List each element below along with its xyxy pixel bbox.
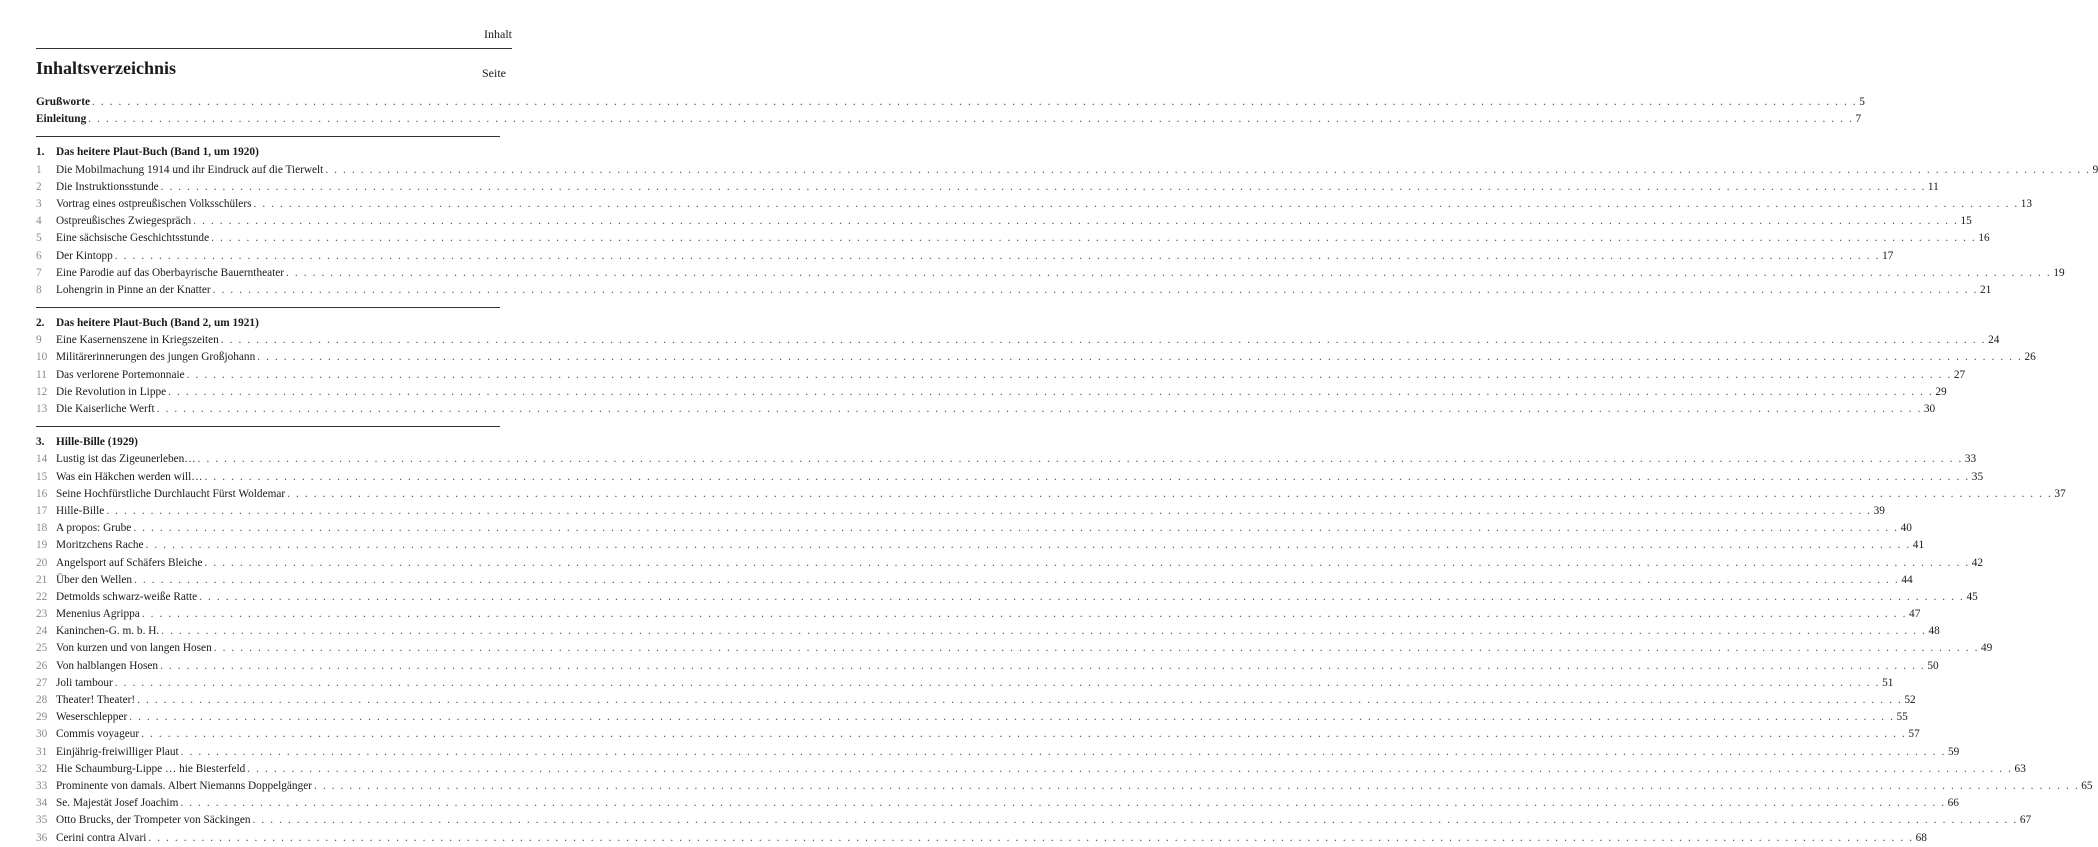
entry-number: 9	[36, 334, 42, 347]
dot-leader: . . . . . . . . . . . . . . . . . . . . . . . . . . . . . . . . . . . . . . . . . . . . . . . . . . . . . . . . . . . . . . . . . . . . . . . . . . . . . . . . . . . . . . . . . . . . . . . . . . . . . . . . . . . . . . . . . . . . . . . . . . . . . . . . . . . . . . . . . . . . . . . . . . . . . . . . . . . . . . . . . . . . . . . . . . . . . . . . . . . . . . . . . . . . . . . . . . . . . . . .	[325, 163, 2091, 176]
section-title: Das heitere Plaut-Buch (Band 2, um 1921)	[56, 317, 259, 330]
entry-page-number: 40	[1900, 522, 1912, 535]
toc-entry	[36, 451, 1977, 468]
entry-title: Was ein Häkchen werden will…	[56, 470, 203, 483]
entry-title: Joli tambour	[56, 676, 113, 689]
entry-page-number: 27	[1953, 368, 1966, 381]
dot-leader: . . . . . . . . . . . . . . . . . . . . . . . . . . . . . . . . . . . . . . . . . . . . . . . . . . . . . . . . . . . . . . . . . . . . . . . . . . . . . . . . . . . . . . . . . . . . . . . . . . . . . . . . . . . . . . . . . . . . . . . . . . . . . . . . . . . . . . . . . . . . . . . . . . . . . . . . . . . . . . . . . . . . . . . . . . . . . . . . . . . . . . . . . . . . . . . . . . . . . . . .	[199, 590, 1965, 603]
toc-entry	[36, 658, 1939, 675]
toc-entry	[36, 384, 1947, 401]
entry-number: 14	[36, 453, 48, 466]
dot-leader: . . . . . . . . . . . . . . . . . . . . . . . . . . . . . . . . . . . . . . . . . . . . . . . . . . . . . . . . . . . . . . . . . . . . . . . . . . . . . . . . . . . . . . . . . . . . . . . . . . . . . . . . . . . . . . . . . . . . . . . . . . . . . . . . . . . . . . . . . . . . . . . . . . . . . . . . . . . . . . . . . . . . . . . . . . . . . . . . . . . . . . . . . . . . . . . . . . . . . . . .	[134, 573, 1900, 586]
dot-leader: . . . . . . . . . . . . . . . . . . . . . . . . . . . . . . . . . . . . . . . . . . . . . . . . . . . . . . . . . . . . . . . . . . . . . . . . . . . . . . . . . . . . . . . . . . . . . . . . . . . . . . . . . . . . . . . . . . . . . . . . . . . . . . . . . . . . . . . . . . . . . . . . . . . . . . . . . . . . . . . . . . . . . . . . . . . . . . . . . . . . . . . . . . . . . . . . . . . . . . . .	[180, 745, 1946, 758]
section-number: 1.	[36, 146, 45, 159]
entry-title: Die Instruktionsstunde	[56, 180, 159, 193]
entry-number: 26	[36, 659, 48, 672]
dot-leader: . . . . . . . . . . . . . . . . . . . . . . . . . . . . . . . . . . . . . . . . . . . . . . . . . . . . . . . . . . . . . . . . . . . . . . . . . . . . . . . . . . . . . . . . . . . . . . . . . . . . . . . . . . . . . . . . . . . . . . . . . . . . . . . . . . . . . . . . . . . . . . . . . . . . . . . . . . . . . . . . . . . . . . . . . . . . . . . . . . . . . . . . . . . . . . . . . . . . . . . .	[186, 368, 1952, 381]
entry-number: 6	[36, 249, 42, 262]
entry-page-number: 51	[1882, 676, 1894, 689]
dot-leader: . . . . . . . . . . . . . . . . . . . . . . . . . . . . . . . . . . . . . . . . . . . . . . . . . . . . . . . . . . . . . . . . . . . . . . . . . . . . . . . . . . . . . . . . . . . . . . . . . . . . . . . . . . . . . . . . . . . . . . . . . . . . . . . . . . . . . . . . . . . . . . . . . . . . . . . . . . . . . . . . . . . . . . . . . . . . . . . . . . . . . . . . . . . . . . . . . . . . . . . .	[180, 797, 1946, 810]
toc-entry	[36, 606, 1921, 623]
entry-title: Eine Kasernenszene in Kriegszeiten	[56, 334, 219, 347]
entry-title: Angelsport auf Schäfers Bleiche	[56, 556, 203, 569]
header-rule	[36, 48, 512, 49]
toc-entry	[36, 196, 2033, 213]
entry-number: 10	[36, 351, 48, 364]
entry-title: Hie Schaumburg-Lippe … hie Biesterfeld	[56, 762, 246, 775]
dot-leader: . . . . . . . . . . . . . . . . . . . . . . . . . . . . . . . . . . . . . . . . . . . . . . . . . . . . . . . . . . . . . . . . . . . . . . . . . . . . . . . . . . . . . . . . . . . . . . . . . . . . . . . . . . . . . . . . . . . . . . . . . . . . . . . . . . . . . . . . . . . . . . . . . . . . . . . . . . . . . . . . . . . . . . . . . . . . . . . . . . . . . . . . . . . . . . . . . . . . . . . .	[213, 642, 1979, 655]
entry-title: Einjährig-freiwilliger Plaut	[56, 745, 179, 758]
entry-page-number: 21	[1979, 283, 1992, 296]
toc-entry	[36, 349, 2036, 366]
entry-title: Das verlorene Portemonnaie	[56, 368, 185, 381]
entry-number: 23	[36, 608, 48, 621]
entry-title: Moritzchens Rache	[56, 539, 144, 552]
toc-entry	[36, 282, 1992, 299]
entry-title: Ostpreußisches Zwiegespräch	[56, 215, 192, 228]
entry-page-number: 16	[1978, 232, 1990, 245]
entry-number: 27	[36, 676, 48, 689]
entry-title: Von halblangen Hosen	[56, 659, 159, 672]
dot-leader: . . . . . . . . . . . . . . . . . . . . . . . . . . . . . . . . . . . . . . . . . . . . . . . . . . . . . . . . . . . . . . . . . . . . . . . . . . . . . . . . . . . . . . . . . . . . . . . . . . . . . . . . . . . . . . . . . . . . . . . . . . . . . . . . . . . . . . . . . . . . . . . . . . . . . . . . . . . . . . . . . . . . . . . . . . . . . . . . . . . . . . . . . . . . . . . . . . . . . . . .	[287, 487, 2053, 500]
entry-page-number: 55	[1896, 711, 1908, 724]
toc-entry	[36, 778, 2093, 795]
entry-title: Lustig ist das Zigeunerleben…	[56, 453, 196, 466]
dot-leader: . . . . . . . . . . . . . . . . . . . . . . . . . . . . . . . . . . . . . . . . . . . . . . . . . . . . . . . . . . . . . . . . . . . . . . . . . . . . . . . . . . . . . . . . . . . . . . . . . . . . . . . . . . . . . . . . . . . . . . . . . . . . . . . . . . . . . . . . . . . . . . . . . . . . . . . . . . . . . . . . . . . . . . . . . . . . . . . . . . . . . . . . . . . . . . . . . . . . . . . .	[204, 556, 1970, 569]
entry-page-number: 30	[1923, 403, 1936, 415]
toc-entry	[36, 486, 2066, 503]
entry-title: Vortrag eines ostpreußischen Volksschülers	[56, 197, 252, 210]
toc-entry	[36, 248, 1894, 265]
entry-number: 5	[36, 232, 42, 245]
dot-leader: . . . . . . . . . . . . . . . . . . . . . . . . . . . . . . . . . . . . . . . . . . . . . . . . . . . . . . . . . . . . . . . . . . . . . . . . . . . . . . . . . . . . . . . . . . . . . . . . . . . . . . . . . . . . . . . . . . . . . . . . . . . . . . . . . . . . . . . . . . . . . . . . . . . . . . . . . . . . . . . . . . . . . . . . . . . . . . . . . . . . . . . . . . . . . . . . . . . . . . . .	[114, 249, 1881, 262]
running-head: Inhalt	[484, 27, 512, 41]
entry-page-number: 68	[1915, 831, 1927, 844]
entry-page-number: 35	[1971, 470, 1984, 483]
dot-leader: . . . . . . . . . . . . . . . . . . . . . . . . . . . . . . . . . . . . . . . . . . . . . . . . . . . . . . . . . . . . . . . . . . . . . . . . . . . . . . . . . . . . . . . . . . . . . . . . . . . . . . . . . . . . . . . . . . . . . . . . . . . . . . . . . . . . . . . . . . . . . . . . . . . . . . . . . . . . . . . . . . . . . . . . . . . . . . . . . . . . . . . . . . . . . . . . . . . . . . . .	[257, 351, 2023, 364]
section-title: Das heitere Plaut-Buch (Band 1, um 1920)	[56, 146, 259, 159]
entry-page-number: 17	[1882, 249, 1894, 262]
toc-entry	[36, 162, 2098, 179]
entry-title: Militärerinnerungen des jungen Großjohann	[56, 351, 256, 364]
entry-number: 16	[36, 487, 48, 500]
entry-page-number: 52	[1904, 694, 1916, 706]
section-heading	[36, 315, 500, 332]
toc-entry	[36, 744, 1960, 761]
entry-page-number: 67	[2019, 814, 2032, 827]
section-heading	[36, 144, 500, 161]
table-of-contents	[36, 94, 2098, 847]
entry-title: Von kurzen und von langen Hosen	[56, 642, 212, 655]
dot-leader: . . . . . . . . . . . . . . . . . . . . . . . . . . . . . . . . . . . . . . . . . . . . . . . . . . . . . . . . . . . . . . . . . . . . . . . . . . . . . . . . . . . . . . . . . . . . . . . . . . . . . . . . . . . . . . . . . . . . . . . . . . . . . . . . . . . . . . . . . . . . . . . . . . . . . . . . . . . . . . . . . . . . . . . . . . . . . . . . . . . . . . . . . . . . . . . . . . . . . . . .	[148, 831, 1914, 844]
entry-number: 7	[36, 266, 42, 279]
toc-entry	[36, 503, 1885, 520]
entry-number: 29	[36, 711, 48, 724]
dot-leader: . . . . . . . . . . . . . . . . . . . . . . . . . . . . . . . . . . . . . . . . . . . . . . . . . . . . . . . . . . . . . . . . . . . . . . . . . . . . . . . . . . . . . . . . . . . . . . . . . . . . . . . . . . . . . . . . . . . . . . . . . . . . . . . . . . . . . . . . . . . . . . . . . . . . . . . . . . . . . . . . . . . . . . . . . . . . . . . . . . . . . . . . . . . . . . . . . . . . . . . .	[204, 470, 1970, 483]
dot-leader: . . . . . . . . . . . . . . . . . . . . . . . . . . . . . . . . . . . . . . . . . . . . . . . . . . . . . . . . . . . . . . . . . . . . . . . . . . . . . . . . . . . . . . . . . . . . . . . . . . . . . . . . . . . . . . . . . . . . . . . . . . . . . . . . . . . . . . . . . . . . . . . . . . . . . . . . . . . . . . . . . . . . . . . . . . . . . . . . . . . . . . . . . . . . . . . . . . . . . . . .	[156, 403, 1922, 415]
toc-entry	[36, 761, 2026, 778]
dot-leader: . . . . . . . . . . . . . . . . . . . . . . . . . . . . . . . . . . . . . . . . . . . . . . . . . . . . . . . . . . . . . . . . . . . . . . . . . . . . . . . . . . . . . . . . . . . . . . . . . . . . . . . . . . . . . . . . . . . . . . . . . . . . . . . . . . . . . . . . . . . . . . . . . . . . . . . . . . . . . . . . . . . . . . . . . . . . . . . . . . . . . . . . . . . . . . . . . . . . . . . .	[286, 266, 2052, 279]
entry-page-number: 57	[1908, 728, 1920, 741]
entry-page-number: 50	[1927, 659, 1939, 672]
entry-number: 13	[36, 403, 48, 415]
entry-number: 18	[36, 522, 48, 535]
toc-entry	[36, 589, 1978, 606]
dot-leader: . . . . . . . . . . . . . . . . . . . . . . . . . . . . . . . . . . . . . . . . . . . . . . . . . . . . . . . . . . . . . . . . . . . . . . . . . . . . . . . . . . . . . . . . . . . . . . . . . . . . . . . . . . . . . . . . . . . . . . . . . . . . . . . . . . . . . . . . . . . . . . . . . . . . . . . . . . . . . . . . . . . . . . . . . . . . . . . . . . . . . . . . . . . . . . . . . . . . . . . .	[247, 762, 2013, 775]
entry-page-number: 13	[2020, 197, 2033, 210]
toc-entry	[36, 795, 1959, 812]
entry-page-number: 7	[1855, 113, 1862, 126]
dot-leader: . . . . . . . . . . . . . . . . . . . . . . . . . . . . . . . . . . . . . . . . . . . . . . . . . . . . . . . . . . . . . . . . . . . . . . . . . . . . . . . . . . . . . . . . . . . . . . . . . . . . . . . . . . . . . . . . . . . . . . . . . . . . . . . . . . . . . . . . . . . . . . . . . . . . . . . . . . . . . . . . . . . . . . . . . . . . . . . . . . . . . . . . . . . . . . . . . . . . . . . .	[252, 814, 2018, 827]
entry-page-number: 37	[2054, 487, 2066, 500]
toc-entry	[36, 623, 1940, 640]
entry-page-number: 24	[1988, 334, 2000, 347]
entry-number: 11	[36, 368, 47, 381]
entry-number: 8	[36, 283, 42, 296]
entry-number: 21	[36, 573, 48, 586]
toc-entry	[36, 572, 1913, 589]
toc-entry	[36, 692, 1916, 709]
toc-entry	[36, 555, 1984, 572]
entry-page-number: 44	[1901, 573, 1913, 586]
section-heading	[36, 434, 500, 451]
section-title: Hille-Bille (1929)	[56, 436, 138, 449]
entry-title: Weserschlepper	[56, 711, 128, 724]
toc-title: Inhaltsverzeichnis	[36, 58, 177, 78]
entry-title: Hille-Bille	[56, 504, 105, 517]
dot-leader: . . . . . . . . . . . . . . . . . . . . . . . . . . . . . . . . . . . . . . . . . . . . . . . . . . . . . . . . . . . . . . . . . . . . . . . . . . . . . . . . . . . . . . . . . . . . . . . . . . . . . . . . . . . . . . . . . . . . . . . . . . . . . . . . . . . . . . . . . . . . . . . . . . . . . . . . . . . . . . . . . . . . . . . . . . . . . . . . . . . . . . . . . . . . . . . . . . . . . . . .	[141, 728, 1907, 741]
entry-number: 15	[36, 470, 48, 483]
entry-number: 2	[36, 180, 42, 193]
entry-title: Se. Majestät Josef Joachim	[56, 797, 179, 810]
entry-number: 24	[36, 625, 48, 638]
toc-entry	[36, 179, 1939, 196]
dot-leader: . . . . . . . . . . . . . . . . . . . . . . . . . . . . . . . . . . . . . . . . . . . . . . . . . . . . . . . . . . . . . . . . . . . . . . . . . . . . . . . . . . . . . . . . . . . . . . . . . . . . . . . . . . . . . . . . . . . . . . . . . . . . . . . . . . . . . . . . . . . . . . . . . . . . . . . . . . . . . . . . . . . . . . . . . . . . . . . . . . . . . . . . . . . . . . . . . . . . . . . .	[114, 676, 1881, 689]
toc-entry	[36, 469, 1984, 486]
toc-entry	[36, 537, 1925, 554]
entry-page-number: 63	[2014, 762, 2026, 775]
entry-page-number: 33	[1964, 453, 1977, 466]
entry-title: Detmolds schwarz-weiße Ratte	[56, 590, 198, 603]
dot-leader: . . . . . . . . . . . . . . . . . . . . . . . . . . . . . . . . . . . . . . . . . . . . . . . . . . . . . . . . . . . . . . . . . . . . . . . . . . . . . . . . . . . . . . . . . . . . . . . . . . . . . . . . . . . . . . . . . . . . . . . . . . . . . . . . . . . . . . . . . . . . . . . . . . . . . . . . . . . . . . . . . . . . . . . . . . . . . . . . . . . . . . . . . . . . . . . . . . . . . . . .	[106, 504, 1872, 517]
dot-leader: . . . . . . . . . . . . . . . . . . . . . . . . . . . . . . . . . . . . . . . . . . . . . . . . . . . . . . . . . . . . . . . . . . . . . . . . . . . . . . . . . . . . . . . . . . . . . . . . . . . . . . . . . . . . . . . . . . . . . . . . . . . . . . . . . . . . . . . . . . . . . . . . . . . . . . . . . . . . . . . . . . . . . . . . . . . . . . . . . . . . . . . . . . . . . . . . . . . . . . . .	[160, 659, 1926, 672]
entry-page-number: 5	[1859, 96, 1865, 108]
toc-entry	[36, 230, 1990, 247]
entry-number: 12	[36, 385, 48, 398]
entry-title: Die Revolution in Lippe	[56, 385, 167, 398]
entry-page-number: 59	[1947, 745, 1960, 758]
entry-page-number: 29	[1935, 385, 1947, 398]
entry-page-number: 47	[1909, 608, 1921, 621]
entry-number: 1	[36, 163, 42, 176]
toc-entry	[36, 726, 1920, 743]
toc-entry	[36, 265, 2065, 282]
entry-title: A propos: Grube	[56, 522, 132, 535]
toc-front-entry	[36, 111, 1862, 128]
entry-page-number: 65	[2081, 779, 2093, 792]
dot-leader: . . . . . . . . . . . . . . . . . . . . . . . . . . . . . . . . . . . . . . . . . . . . . . . . . . . . . . . . . . . . . . . . . . . . . . . . . . . . . . . . . . . . . . . . . . . . . . . . . . . . . . . . . . . . . . . . . . . . . . . . . . . . . . . . . . . . . . . . . . . . . . . . . . . . . . . . . . . . . . . . . . . . . . . . . . . . . . . . . . . . . . . . . . . . . . . . . . . . . . . .	[220, 334, 1987, 347]
entry-page-number: 39	[1873, 504, 1885, 517]
entry-number: 32	[36, 762, 48, 775]
entry-page-number: 42	[1971, 556, 1984, 569]
toc-entry	[36, 332, 2000, 349]
entry-page-number: 9	[2092, 163, 2098, 176]
dot-leader: . . . . . . . . . . . . . . . . . . . . . . . . . . . . . . . . . . . . . . . . . . . . . . . . . . . . . . . . . . . . . . . . . . . . . . . . . . . . . . . . . . . . . . . . . . . . . . . . . . . . . . . . . . . . . . . . . . . . . . . . . . . . . . . . . . . . . . . . . . . . . . . . . . . . . . . . . . . . . . . . . . . . . . . . . . . . . . . . . . . . . . . . . . . . . . . . . . . . . . . .	[197, 453, 1963, 466]
entry-title: Eine sächsische Geschichtsstunde	[56, 232, 210, 245]
toc-entry	[36, 709, 1908, 726]
entry-title: Cerini contra Alvari	[56, 831, 147, 844]
dot-leader: . . . . . . . . . . . . . . . . . . . . . . . . . . . . . . . . . . . . . . . . . . . . . . . . . . . . . . . . . . . . . . . . . . . . . . . . . . . . . . . . . . . . . . . . . . . . . . . . . . . . . . . . . . . . . . . . . . . . . . . . . . . . . . . . . . . . . . . . . . . . . . . . . . . . . . . . . . . . . . . . . . . . . . . . . . . . . . . . . . . . . . . . . . . . . . . . . . . . . . . .	[88, 113, 1854, 126]
entry-number: 20	[36, 556, 48, 569]
entry-title: Commis voyageur	[56, 728, 140, 741]
entry-title: Otto Brucks, der Trompeter von Säckingen	[56, 814, 251, 827]
toc-entry	[36, 640, 1993, 657]
toc-entry	[36, 213, 1972, 230]
entry-title: Die Mobilmachung 1914 und ihr Eindruck auf die Tierwelt	[56, 163, 324, 176]
entry-number: 36	[36, 831, 48, 844]
section-rule	[36, 426, 500, 427]
entry-title: Menenius Agrippa	[56, 608, 140, 621]
dot-leader: . . . . . . . . . . . . . . . . . . . . . . . . . . . . . . . . . . . . . . . . . . . . . . . . . . . . . . . . . . . . . . . . . . . . . . . . . . . . . . . . . . . . . . . . . . . . . . . . . . . . . . . . . . . . . . . . . . . . . . . . . . . . . . . . . . . . . . . . . . . . . . . . . . . . . . . . . . . . . . . . . . . . . . . . . . . . . . . . . . . . . . . . . . . . . . . . . . . . . . . .	[145, 539, 1911, 552]
entry-title: Kaninchen-G. m. b. H.	[56, 625, 160, 638]
entry-number: 4	[36, 215, 42, 228]
entry-page-number: 41	[1912, 539, 1925, 552]
entry-number: 28	[36, 694, 48, 706]
toc-entry	[36, 401, 1936, 418]
entry-title: Seine Hochfürstliche Durchlaucht Fürst Woldemar	[56, 487, 286, 500]
dot-leader: . . . . . . . . . . . . . . . . . . . . . . . . . . . . . . . . . . . . . . . . . . . . . . . . . . . . . . . . . . . . . . . . . . . . . . . . . . . . . . . . . . . . . . . . . . . . . . . . . . . . . . . . . . . . . . . . . . . . . . . . . . . . . . . . . . . . . . . . . . . . . . . . . . . . . . . . . . . . . . . . . . . . . . . . . . . . . . . . . . . . . . . . . . . . . . . . . . . . . . . .	[160, 180, 1926, 193]
entry-title: Über den Wellen	[56, 573, 133, 586]
dot-leader: . . . . . . . . . . . . . . . . . . . . . . . . . . . . . . . . . . . . . . . . . . . . . . . . . . . . . . . . . . . . . . . . . . . . . . . . . . . . . . . . . . . . . . . . . . . . . . . . . . . . . . . . . . . . . . . . . . . . . . . . . . . . . . . . . . . . . . . . . . . . . . . . . . . . . . . . . . . . . . . . . . . . . . . . . . . . . . . . . . . . . . . . . . . . . . . . . . . . . . . .	[137, 694, 1903, 706]
entry-title: Prominente von damals. Albert Niemanns Doppelgänger	[56, 779, 313, 792]
entry-title: Einleitung	[36, 113, 87, 126]
toc-front-entry	[36, 94, 1865, 111]
entry-page-number: 66	[1947, 797, 1959, 810]
entry-title: Der Kintopp	[56, 249, 113, 262]
entry-title: Die Kaiserliche Werft	[56, 403, 155, 415]
dot-leader: . . . . . . . . . . . . . . . . . . . . . . . . . . . . . . . . . . . . . . . . . . . . . . . . . . . . . . . . . . . . . . . . . . . . . . . . . . . . . . . . . . . . . . . . . . . . . . . . . . . . . . . . . . . . . . . . . . . . . . . . . . . . . . . . . . . . . . . . . . . . . . . . . . . . . . . . . . . . . . . . . . . . . . . . . . . . . . . . . . . . . . . . . . . . . . . . . . . . . . . .	[193, 215, 1959, 228]
section-number: 2.	[36, 317, 45, 330]
entry-number: 34	[36, 797, 48, 810]
toc-entry	[36, 830, 1927, 847]
dot-leader: . . . . . . . . . . . . . . . . . . . . . . . . . . . . . . . . . . . . . . . . . . . . . . . . . . . . . . . . . . . . . . . . . . . . . . . . . . . . . . . . . . . . . . . . . . . . . . . . . . . . . . . . . . . . . . . . . . . . . . . . . . . . . . . . . . . . . . . . . . . . . . . . . . . . . . . . . . . . . . . . . . . . . . . . . . . . . . . . . . . . . . . . . . . . . . . . . . . . . . . .	[253, 197, 2019, 210]
entry-page-number: 15	[1960, 215, 1972, 228]
toc-entry	[36, 812, 2032, 829]
dot-leader: . . . . . . . . . . . . . . . . . . . . . . . . . . . . . . . . . . . . . . . . . . . . . . . . . . . . . . . . . . . . . . . . . . . . . . . . . . . . . . . . . . . . . . . . . . . . . . . . . . . . . . . . . . . . . . . . . . . . . . . . . . . . . . . . . . . . . . . . . . . . . . . . . . . . . . . . . . . . . . . . . . . . . . . . . . . . . . . . . . . . . . . . . . . . . . . . . . . . . . . .	[212, 283, 1978, 296]
entry-page-number: 11	[1927, 180, 1939, 193]
section-rule	[36, 136, 500, 137]
page-column-header: Seite	[482, 66, 506, 80]
entry-title: Theater! Theater!	[56, 694, 136, 706]
section-number: 3.	[36, 436, 45, 449]
dot-leader: . . . . . . . . . . . . . . . . . . . . . . . . . . . . . . . . . . . . . . . . . . . . . . . . . . . . . . . . . . . . . . . . . . . . . . . . . . . . . . . . . . . . . . . . . . . . . . . . . . . . . . . . . . . . . . . . . . . . . . . . . . . . . . . . . . . . . . . . . . . . . . . . . . . . . . . . . . . . . . . . . . . . . . . . . . . . . . . . . . . . . . . . . . . . . . . . . . . . . . . .	[91, 96, 1858, 108]
toc-entry	[36, 520, 1912, 537]
toc-entry	[36, 675, 1894, 692]
entry-number: 22	[36, 590, 48, 603]
entry-number: 19	[36, 539, 48, 552]
entry-number: 35	[36, 814, 48, 827]
entry-page-number: 49	[1981, 642, 1993, 655]
dot-leader: . . . . . . . . . . . . . . . . . . . . . . . . . . . . . . . . . . . . . . . . . . . . . . . . . . . . . . . . . . . . . . . . . . . . . . . . . . . . . . . . . . . . . . . . . . . . . . . . . . . . . . . . . . . . . . . . . . . . . . . . . . . . . . . . . . . . . . . . . . . . . . . . . . . . . . . . . . . . . . . . . . . . . . . . . . . . . . . . . . . . . . . . . . . . . . . . . . . . . . . .	[161, 625, 1927, 638]
entry-page-number: 26	[2024, 351, 2036, 364]
entry-number: 25	[36, 642, 48, 655]
section-rule	[36, 307, 500, 308]
dot-leader: . . . . . . . . . . . . . . . . . . . . . . . . . . . . . . . . . . . . . . . . . . . . . . . . . . . . . . . . . . . . . . . . . . . . . . . . . . . . . . . . . . . . . . . . . . . . . . . . . . . . . . . . . . . . . . . . . . . . . . . . . . . . . . . . . . . . . . . . . . . . . . . . . . . . . . . . . . . . . . . . . . . . . . . . . . . . . . . . . . . . . . . . . . . . . . . . . . . . . . . .	[314, 779, 2080, 792]
dot-leader: . . . . . . . . . . . . . . . . . . . . . . . . . . . . . . . . . . . . . . . . . . . . . . . . . . . . . . . . . . . . . . . . . . . . . . . . . . . . . . . . . . . . . . . . . . . . . . . . . . . . . . . . . . . . . . . . . . . . . . . . . . . . . . . . . . . . . . . . . . . . . . . . . . . . . . . . . . . . . . . . . . . . . . . . . . . . . . . . . . . . . . . . . . . . . . . . . . . . . . . .	[133, 522, 1899, 535]
entry-page-number: 45	[1966, 590, 1978, 603]
entry-number: 17	[36, 504, 48, 517]
entry-page-number: 19	[2053, 266, 2065, 279]
entry-number: 30	[36, 728, 48, 741]
dot-leader: . . . . . . . . . . . . . . . . . . . . . . . . . . . . . . . . . . . . . . . . . . . . . . . . . . . . . . . . . . . . . . . . . . . . . . . . . . . . . . . . . . . . . . . . . . . . . . . . . . . . . . . . . . . . . . . . . . . . . . . . . . . . . . . . . . . . . . . . . . . . . . . . . . . . . . . . . . . . . . . . . . . . . . . . . . . . . . . . . . . . . . . . . . . . . . . . . . . . . . . .	[211, 232, 1977, 245]
dot-leader: . . . . . . . . . . . . . . . . . . . . . . . . . . . . . . . . . . . . . . . . . . . . . . . . . . . . . . . . . . . . . . . . . . . . . . . . . . . . . . . . . . . . . . . . . . . . . . . . . . . . . . . . . . . . . . . . . . . . . . . . . . . . . . . . . . . . . . . . . . . . . . . . . . . . . . . . . . . . . . . . . . . . . . . . . . . . . . . . . . . . . . . . . . . . . . . . . . . . . . . .	[141, 608, 1908, 621]
toc-entry	[36, 367, 1966, 384]
entry-title: Lohengrin in Pinne an der Knatter	[56, 283, 211, 296]
dot-leader: . . . . . . . . . . . . . . . . . . . . . . . . . . . . . . . . . . . . . . . . . . . . . . . . . . . . . . . . . . . . . . . . . . . . . . . . . . . . . . . . . . . . . . . . . . . . . . . . . . . . . . . . . . . . . . . . . . . . . . . . . . . . . . . . . . . . . . . . . . . . . . . . . . . . . . . . . . . . . . . . . . . . . . . . . . . . . . . . . . . . . . . . . . . . . . . . . . . . . . . .	[129, 711, 1895, 724]
dot-leader: . . . . . . . . . . . . . . . . . . . . . . . . . . . . . . . . . . . . . . . . . . . . . . . . . . . . . . . . . . . . . . . . . . . . . . . . . . . . . . . . . . . . . . . . . . . . . . . . . . . . . . . . . . . . . . . . . . . . . . . . . . . . . . . . . . . . . . . . . . . . . . . . . . . . . . . . . . . . . . . . . . . . . . . . . . . . . . . . . . . . . . . . . . . . . . . . . . . . . . . .	[168, 385, 1934, 398]
entry-title: Grußworte	[36, 96, 90, 108]
entry-number: 31	[36, 745, 48, 758]
entry-title: Eine Parodie auf das Oberbayrische Bauerntheater	[56, 266, 285, 279]
entry-number: 3	[36, 197, 42, 210]
entry-number: 33	[36, 779, 48, 792]
entry-page-number: 48	[1928, 625, 1940, 638]
